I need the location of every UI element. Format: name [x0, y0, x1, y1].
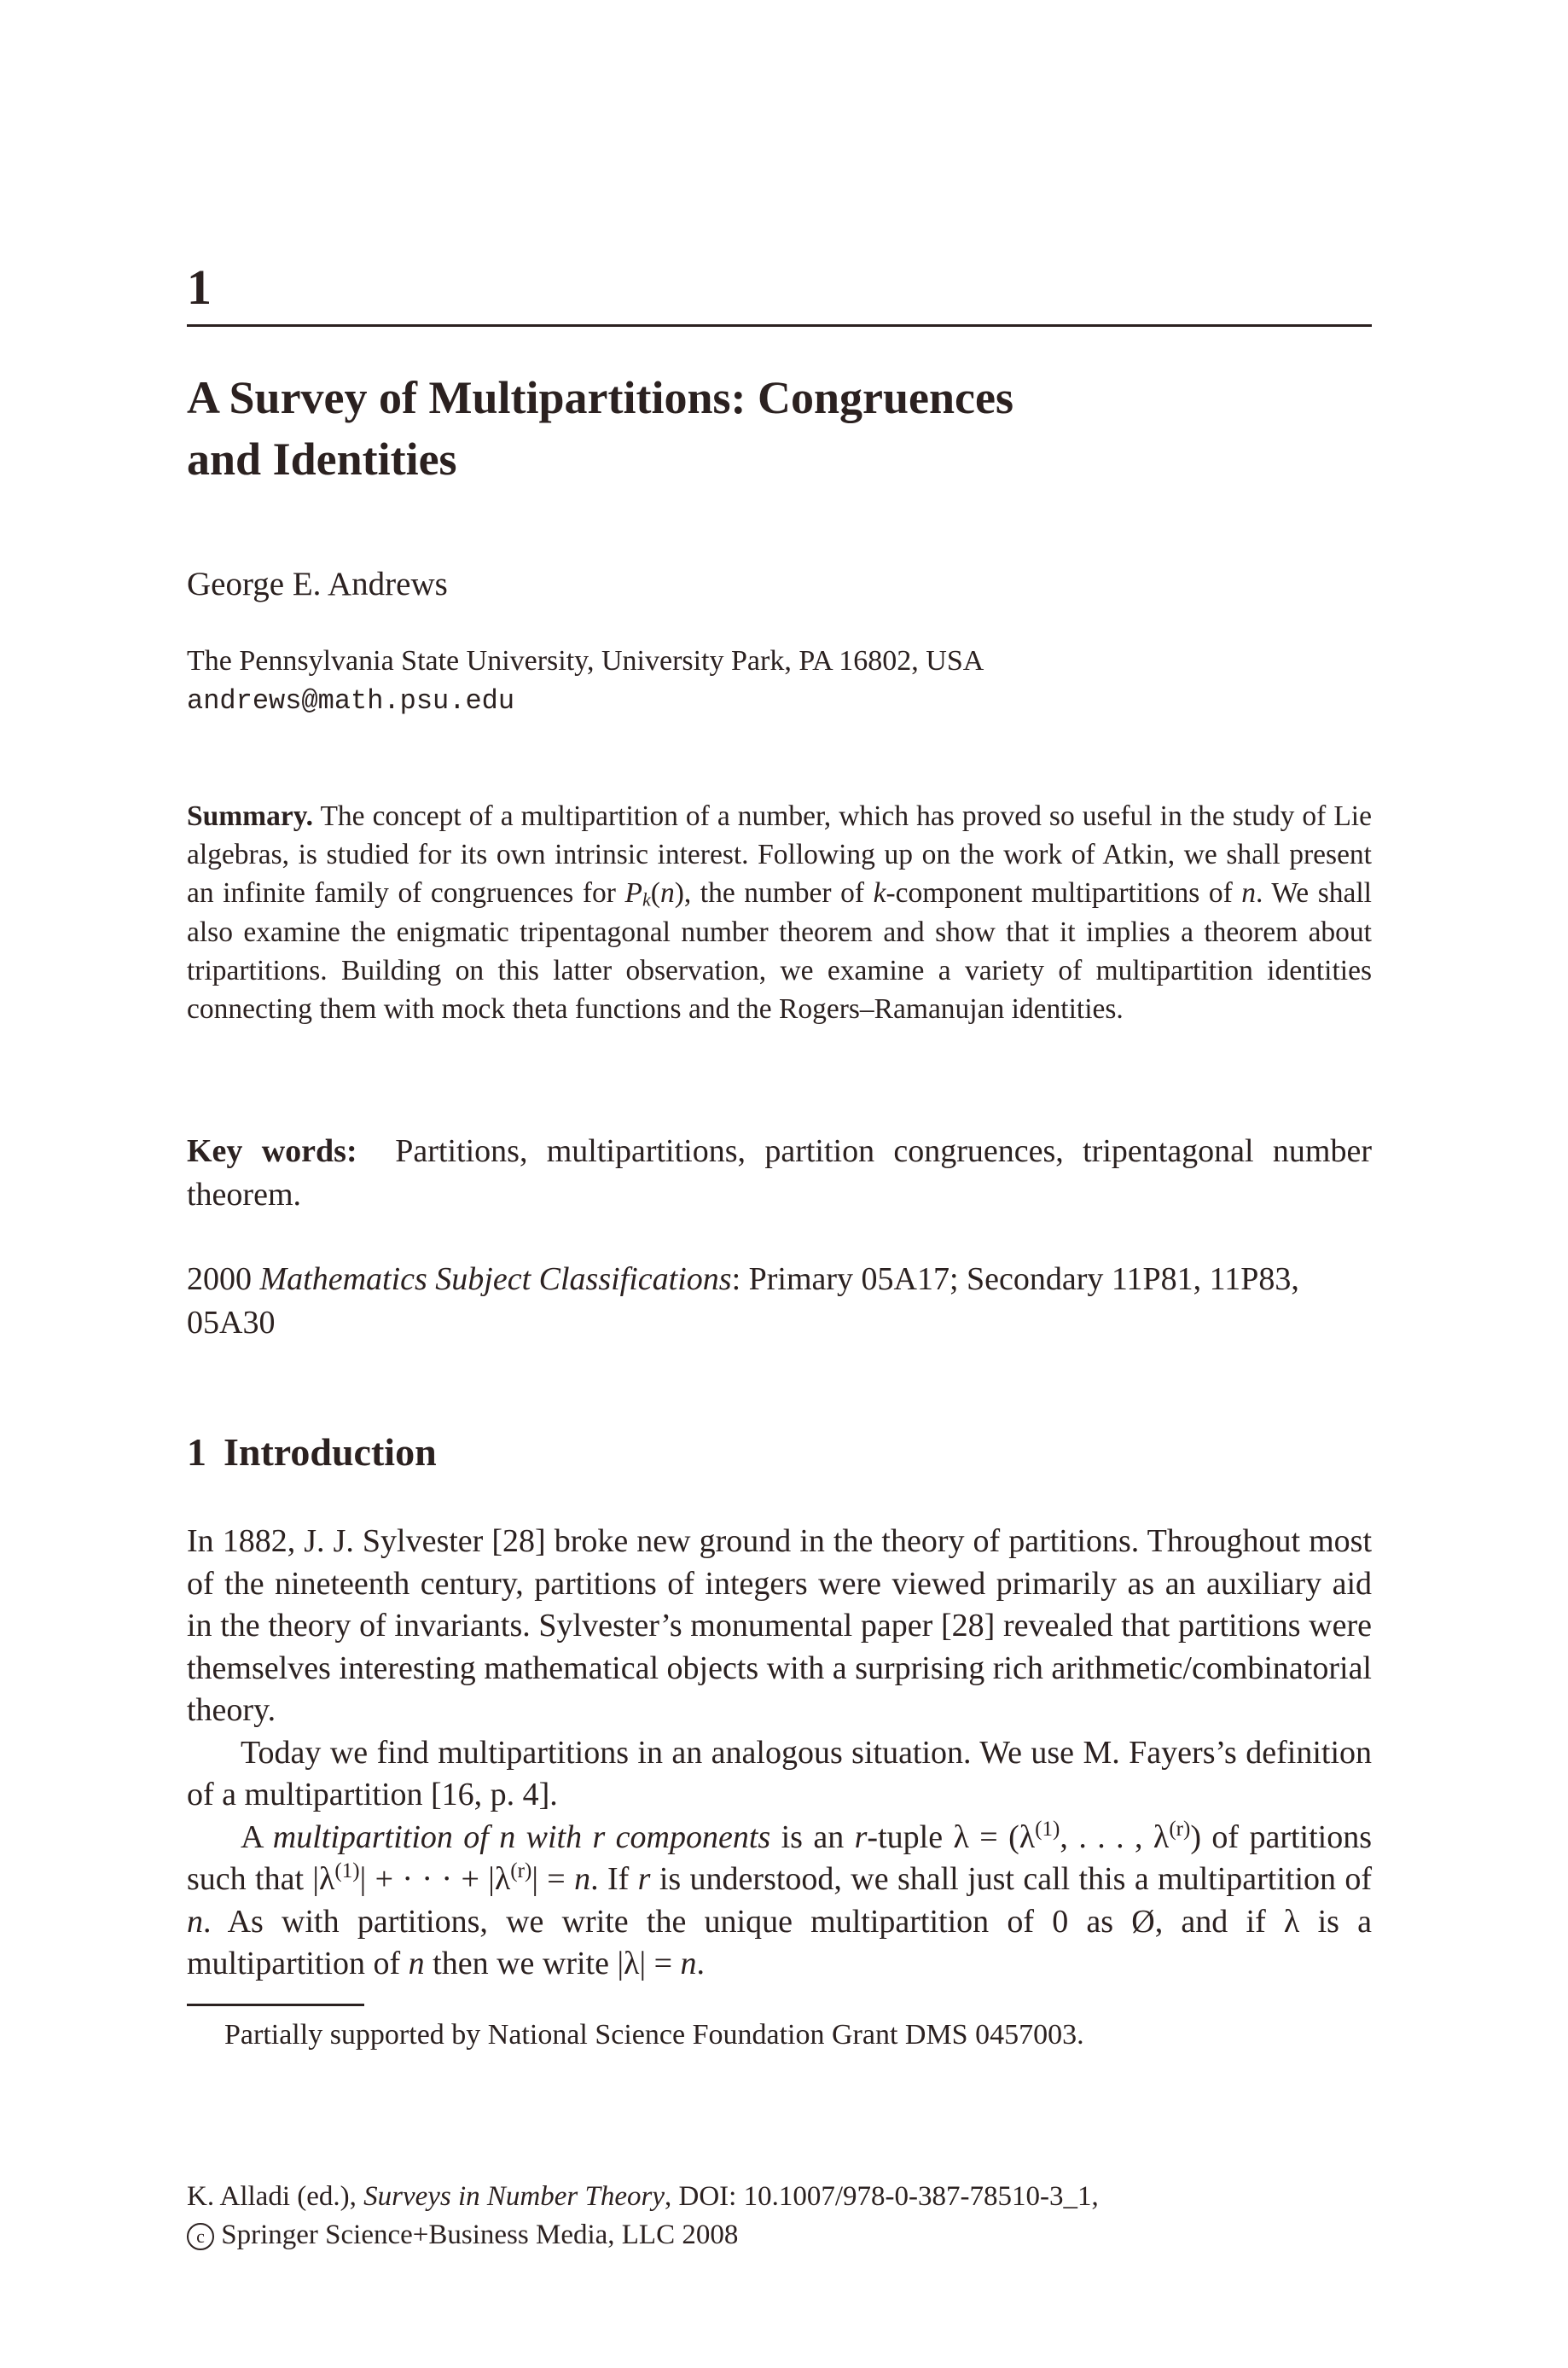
summary-text: . We shall also examine the enigmatic tripentagonal number theorem and show that it implies a theorem about tripartitions. Building on this latter observation, we examine a variety of multipartition identities connecting them with mock theta functions and the Rogers–Ramanujan identities. — [187, 877, 1372, 1026]
footer-copyright — [187, 2216, 1372, 2255]
section-number: 1 — [187, 1430, 206, 1474]
chapter-number: 1 — [187, 259, 212, 315]
math-symbol: r — [637, 1861, 651, 1897]
intro-text: . If — [590, 1861, 630, 1897]
intro-paragraph-1: In 1882, J. J. Sylvester [28] broke new ground in the theory of partitions. Throughout most of the nineteenth century, partitions of integers were viewed primarily as an auxiliary aid in the theory of invariants. Sylvester’s monumental paper [28] revealed that partitions were themselves interesting mathematical objects with a surprising rich arithmetic/combinatorial theory. — [187, 1523, 1372, 1728]
math-superscript: (r) — [510, 1859, 532, 1883]
intro-text: ) of partitions such that |λ — [187, 1818, 1373, 1897]
msc-classification — [187, 1258, 1372, 1345]
intro-text: is understood, we shall just call this a multipartition of — [659, 1861, 1373, 1897]
section-title: Introduction — [224, 1430, 437, 1474]
summary-block — [187, 797, 1372, 1028]
math-symbol: r — [854, 1818, 868, 1855]
math-symbol: n — [659, 877, 675, 910]
intro-text: A — [241, 1818, 263, 1855]
summary-text: ), the number of — [674, 877, 865, 910]
math-symbol: n — [680, 1946, 697, 1981]
math-symbol: k — [873, 877, 886, 910]
footer-citation — [187, 2178, 1372, 2216]
keywords-block — [187, 1130, 1372, 1217]
defined-term: multipartition of n with r components — [272, 1818, 771, 1855]
chapter-rule — [187, 324, 1372, 327]
math-superscript: (1) — [1035, 1817, 1060, 1841]
intro-text: | + · · · + |λ — [359, 1861, 511, 1897]
math-symbol: n — [574, 1861, 591, 1897]
summary-text: -component multipartitions of — [886, 877, 1233, 910]
keywords-label: Key words: — [187, 1133, 357, 1169]
section-heading — [187, 1427, 1372, 1478]
summary-text: The concept of a multipartition of a number, which has proved so useful in the study of Lie algebras, is studied for its own intrinsic interest. Following up on the work of Atkin, we shall present an infinite family of congruences for — [187, 800, 1372, 910]
math-superscript: (r) — [1169, 1817, 1191, 1841]
msc-year: 2000 — [187, 1261, 252, 1297]
footnote: Partially supported by National Science Foundation Grant DMS 0457003. — [224, 2019, 1084, 2051]
footnote-rule — [187, 2004, 364, 2006]
summary-text: ( — [650, 877, 660, 910]
msc-text: : Primary 05A17; Secondary 11P81, 11P83, 05A30 — [187, 1261, 1299, 1341]
summary-label: Summary. — [187, 800, 313, 832]
intro-paragraph-2: Today we find multipartitions in an analogous situation. We use M. Fayers’s definition of a multipartition [16, p. 4]. — [187, 1734, 1372, 1812]
math-symbol: n — [187, 1903, 203, 1940]
math-symbol: n — [408, 1946, 425, 1981]
intro-text: is an — [781, 1818, 845, 1855]
intro-paragraph-3 — [187, 1817, 1372, 1986]
keywords-text: Partitions, multipartitions, partition congruences, tripentagonal number theorem. — [187, 1133, 1372, 1213]
author-email[interactable]: andrews@math.psu.edu — [187, 685, 515, 717]
page-footer — [187, 2178, 1372, 2255]
intro-text: , . . . , λ — [1060, 1818, 1170, 1855]
math-symbol: k — [642, 888, 651, 911]
title-line-2: and Identities — [187, 433, 457, 485]
footer-publisher: Springer Science+Business Media, LLC 2008 — [221, 2220, 739, 2250]
author-affiliation: The Pennsylvania State University, University Park, PA 16802, USA — [187, 645, 984, 677]
intro-text: . As with partitions, we write the unique multipartition of 0 as Ø, and if λ is a multipartition of — [187, 1903, 1372, 1981]
footer-editor: K. Alladi (ed.), — [187, 2181, 357, 2212]
intro-text: | = — [531, 1861, 566, 1897]
author-name: George E. Andrews — [187, 566, 448, 602]
introduction-body — [187, 1521, 1372, 1986]
footer-doi: , DOI: 10.1007/978-0-387-78510-3_1, — [665, 2181, 1099, 2212]
intro-text: -tuple λ = (λ — [867, 1818, 1036, 1855]
title-line-1: A Survey of Multipartitions: Congruences — [187, 372, 1013, 423]
intro-text: then we write |λ| = — [433, 1946, 673, 1981]
copyright-icon: c — [187, 2223, 214, 2250]
footer-book-title: Surveys in Number Theory — [363, 2181, 665, 2212]
math-symbol: P — [624, 877, 642, 910]
math-superscript: (1) — [334, 1859, 360, 1883]
msc-label: Mathematics Subject Classifications — [259, 1261, 732, 1297]
paper-title — [187, 367, 1372, 490]
math-symbol: n — [1241, 877, 1257, 910]
intro-text: . — [696, 1946, 706, 1981]
